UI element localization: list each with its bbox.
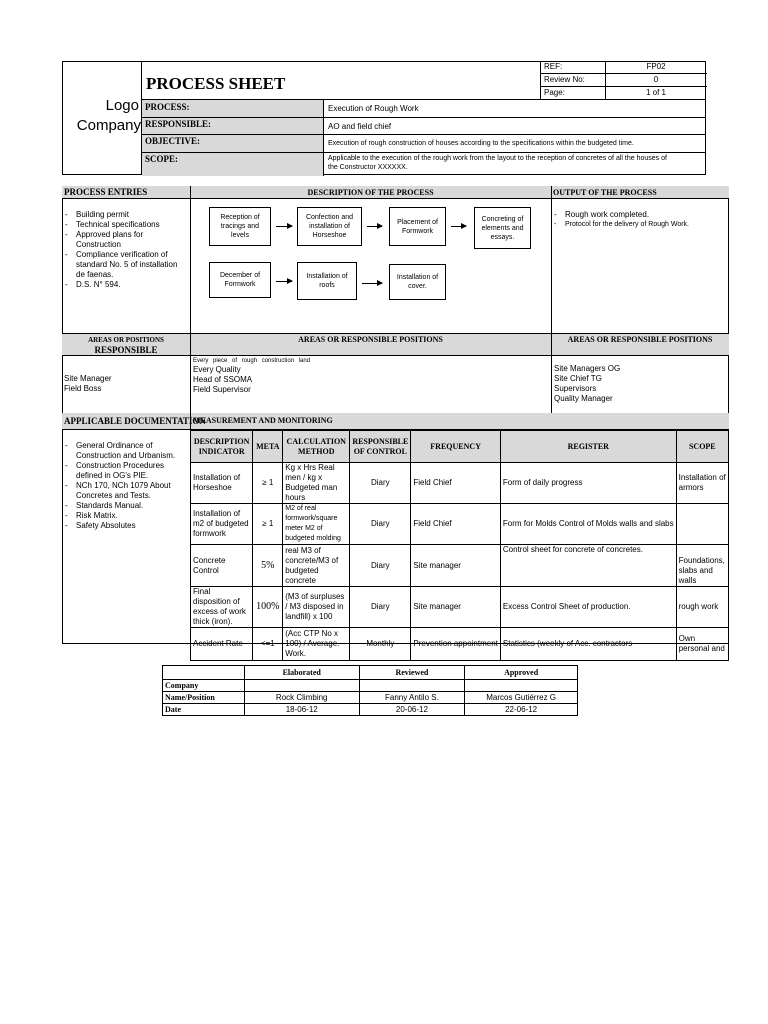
areas-left-content [64, 374, 112, 394]
col-header: META [253, 431, 283, 463]
cell-control: Diary [350, 463, 411, 504]
cell-frequency: Prevention appointment [411, 628, 501, 661]
sig-col-header: Approved [465, 666, 578, 680]
sig-cell: 22-06-12 [465, 704, 578, 716]
ref-block [540, 61, 706, 99]
table-row [163, 704, 578, 716]
responsible-value: AO and field chief [328, 122, 392, 131]
doc-item: - Construction Procedures defined in OG's PIE. [65, 461, 189, 481]
cell-scope: Installation of armors [676, 463, 728, 504]
company-text: Company [76, 117, 141, 134]
col-header: SCOPE [676, 431, 728, 463]
cell-frequency: Field Chief [411, 504, 501, 545]
cell-register: Excess Control Sheet of production. [500, 587, 676, 628]
cell-calc: (M3 of surpluses / M3 disposed in landfill) x 100 [283, 587, 350, 628]
logo-text: Logo [105, 97, 139, 114]
cell-meta: ≥ 1 [253, 504, 283, 545]
sig-cell: 20-06-12 [359, 704, 465, 716]
scope-label: SCOPE: [145, 154, 179, 164]
areas-mid-header: AREAS OR RESPONSIBLE POSITIONS [298, 335, 443, 344]
flow-arrow [276, 281, 292, 282]
signature-table [162, 665, 578, 716]
entry-item: - Approved plans for Construction [65, 230, 187, 250]
cell-scope: Own personal and [676, 628, 728, 661]
page-value: 1 of 1 [645, 88, 666, 97]
sig-row-label: Company [163, 680, 245, 692]
description-header: DESCRIPTION OF THE PROCESS [307, 188, 434, 197]
cell-meta: 100% [253, 587, 283, 628]
ref-label: REF: [544, 62, 563, 71]
measure-header: MEASUREMENT AND MONITORING [193, 416, 333, 425]
flow-step-horseshoe: Confection and installation of Horseshoe [297, 207, 362, 246]
sig-cell: Fanny Antilo S. [359, 692, 465, 704]
logo-area [62, 61, 142, 175]
flow-step-formwork: Placement of Formwork [389, 207, 446, 246]
entry-item: - D.S. N° 594. [65, 280, 187, 290]
areas-right-header: AREAS OR RESPONSIBLE POSITIONS [567, 335, 713, 344]
cell-meta: <=1 [253, 628, 283, 661]
cell-calc: real M3 of concrete/M3 of budgeted concrete [283, 545, 350, 587]
cell-indicator: Concrete Control [191, 545, 253, 587]
table-row [191, 463, 729, 504]
scope-value: Applicable to the execution of the rough work from the layout to the reception of concretes of all the houses of the Constructor XXXXXX. [328, 155, 667, 171]
flow-step-december: December of Formwork [209, 262, 271, 298]
flow-step-reception: Reception of tracings and levels [209, 207, 271, 246]
area-left-line: Site Manager [64, 374, 112, 383]
process-value: Execution of Rough Work [328, 104, 419, 113]
cell-scope [676, 504, 728, 545]
info-line-2 [142, 134, 706, 135]
flow-arrow [451, 226, 466, 227]
cell-control: Diary [350, 545, 411, 587]
area-right-line: Quality Manager [554, 394, 613, 403]
col-divider-1 [190, 186, 191, 413]
table-row [191, 587, 729, 628]
entries-list [65, 210, 187, 290]
cell-calc: Kg x Hrs Real men / kg x Budgeted man hours [283, 463, 350, 504]
cell-frequency: Site manager [411, 587, 501, 628]
objective-label: OBJECTIVE: [145, 136, 201, 146]
cell-control: Diary [350, 587, 411, 628]
doc-item: - NCh 170, NCh 1079 About Concretes and Tests. [65, 481, 189, 501]
area-left-line: Field Boss [64, 384, 102, 393]
col-header: REGISTER [500, 431, 676, 463]
flow-arrow [276, 226, 292, 227]
doc-item: - Risk Matrix. [65, 511, 189, 521]
table-row [163, 692, 578, 704]
cell-meta: 5% [253, 545, 283, 587]
objective-value: Execution of rough construction of houses according to the specifications within the budgeted time. [328, 140, 634, 147]
review-row [541, 74, 707, 87]
col-header: RESPONSIBLE OF CONTROL [350, 431, 411, 463]
cell-calc: (Acc CTP No x 100) / Average. Work. [283, 628, 350, 661]
cell-frequency: Site manager [411, 545, 501, 587]
page-title: PROCESS SHEET [146, 74, 286, 93]
info-line-1 [142, 117, 706, 118]
ref-row [541, 61, 707, 74]
sig-col-header: Elaborated [244, 666, 359, 680]
flow-arrow [362, 283, 382, 284]
sig-col-header [163, 666, 245, 680]
responsible-label: RESPONSIBLE: [145, 119, 212, 129]
area-mid-line: Field Supervisor [193, 385, 251, 394]
review-value: 0 [653, 75, 659, 84]
sig-cell: 18-06-12 [244, 704, 359, 716]
review-label: Review No: [544, 75, 585, 84]
page-row [541, 87, 707, 99]
cell-register: Form of daily progress [500, 463, 676, 504]
ref-value: FP02 [646, 62, 666, 71]
col-header: DESCRIPTION INDICATOR [191, 431, 253, 463]
col-header: FREQUENCY [411, 431, 501, 463]
sig-row-label: Name/Position [163, 692, 245, 704]
cell-scope: Foundations, slabs and walls [676, 545, 728, 587]
output-item: - Protocol for the delivery of Rough Work. [554, 220, 724, 230]
table-row [191, 545, 729, 587]
process-label: PROCESS: [145, 102, 190, 112]
area-right-line: Supervisors [554, 384, 597, 393]
measure-header-row [191, 431, 729, 463]
output-header: OUTPUT OF THE PROCESS [553, 188, 657, 197]
cell-calc: M2 of real formwork/square meter M2 of budgeted molding [283, 504, 350, 545]
area-right-line: Site Managers OG [554, 364, 621, 373]
cell-frequency: Field Chief [411, 463, 501, 504]
sig-row-label: Date [163, 704, 245, 716]
docs-header: APPLICABLE DOCUMENTATION [64, 416, 206, 426]
sig-cell [244, 680, 359, 692]
areas-left-header-1: AREAS OR POSITIONS [88, 336, 164, 344]
table-row [191, 628, 729, 661]
sig-cell [465, 680, 578, 692]
entry-item: - Compliance verification of standard No. 5 of installation de faenas. [65, 250, 187, 280]
cell-control: Monthly [350, 628, 411, 661]
area-mid-line: Head of SSOMA [193, 375, 253, 384]
measurement-table [190, 430, 729, 661]
areas-left-header-2: RESPONSIBLE [94, 345, 158, 355]
doc-item: - Safety Absolutes [65, 521, 189, 531]
hdr-div-2 [551, 186, 552, 199]
cell-indicator: Accident Rate [191, 628, 253, 661]
cell-register: Statistics (weekly of Acc. contractors [500, 628, 676, 661]
table-row [191, 504, 729, 545]
col-header: CALCULATION METHOD [283, 431, 350, 463]
flow-step-concreting: Concreting of elements and essays. [474, 207, 531, 249]
cell-control: Diary [350, 504, 411, 545]
docs-list [65, 441, 189, 531]
areas-mid-content [193, 357, 310, 395]
sig-cell: Marcos Gutiérrez G [465, 692, 578, 704]
sig-cell [359, 680, 465, 692]
cell-indicator: Final disposition of excess of work thick (iron). [191, 587, 253, 628]
entries-header: PROCESS ENTRIES [64, 187, 148, 197]
doc-item: - General Ordinance of Construction and Urbanism. [65, 441, 189, 461]
sig-header-row [163, 666, 578, 680]
flow-step-cover: Installation of cover. [389, 264, 446, 300]
entry-item: - Technical specifications [65, 220, 187, 230]
info-line-3 [142, 152, 706, 153]
entry-item: - Building permit [65, 210, 187, 220]
areas-right-content [554, 364, 620, 404]
sig-col-header: Reviewed [359, 666, 465, 680]
col-divider-2 [551, 186, 552, 413]
area-mid-line: Every Quality [193, 365, 241, 374]
outputs-list [554, 210, 724, 230]
cell-register: Form for Molds Control of Molds walls and slabs [500, 504, 676, 545]
cell-indicator: Installation of Horseshoe [191, 463, 253, 504]
flow-arrow [367, 226, 382, 227]
cell-register: Control sheet for concrete of concretes. [500, 545, 676, 587]
output-item: - Rough work completed. [554, 210, 724, 220]
sig-cell: Rock Climbing [244, 692, 359, 704]
area-right-line: Site Chief TG [554, 374, 602, 383]
info-rows [142, 99, 706, 175]
area-mid-small: Every piece of rough construction land [193, 358, 311, 364]
page-label: Page: [544, 88, 565, 97]
cell-indicator: Installation of m2 of budgeted formwork [191, 504, 253, 545]
cell-scope: rough work [676, 587, 728, 628]
flow-step-roofs: Installation of roofs [297, 262, 357, 300]
doc-item: - Standards Manual. [65, 501, 189, 511]
table-row [163, 680, 578, 692]
cell-meta: ≥ 1 [253, 463, 283, 504]
